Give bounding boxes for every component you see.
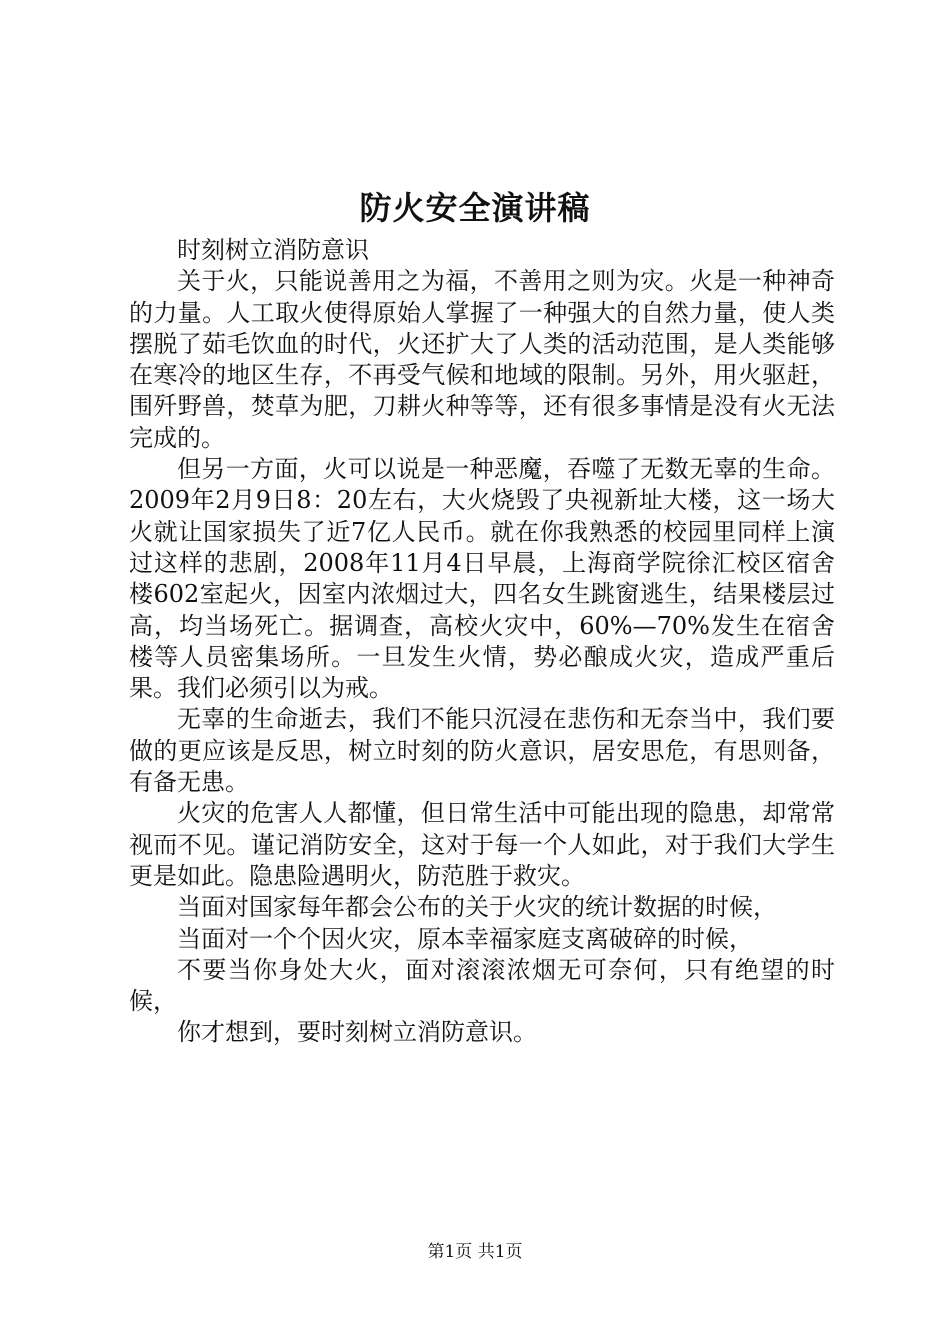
paragraph: 无辜的生命逝去，我们不能只沉浸在悲伤和无奈当中，我们要做的更应该是反思，树立时刻的防火意识，居安思危，有思则备，有备无患。 [129,705,835,797]
paragraph: 火灾的危害人人都懂，但日常生活中可能出现的隐患，却常常视而不见。谨记消防安全，这对于每一个人如此，对于我们大学生更是如此。隐患险遇明火，防范胜于救灾。 [129,799,835,890]
closing-paragraph: 你才想到，要时刻树立消防意识。 [177,1018,537,1047]
paragraph: 不要当你身处大火，面对滚滚浓烟无可奈何，只有绝望的时候， [129,955,835,1016]
paragraph: 当面对一个个因火灾，原本幸福家庭支离破碎的时候， [177,924,753,953]
paragraph: 但另一方面，火可以说是一种恶魔，吞噬了无数无辜的生命。2009年2月9日8：20左右，大火烧毁了央视新址大楼，这一场大火就让国家损失了近7亿人民币。就在你我熟悉的校园里同样上演过这样的悲剧，2008年11月4日早晨，上海商学院徐汇校区宿舍楼602室起火，因室内浓烟过大，四名女生跳窗逃生，结果楼层过高，均当场死亡。据调查，高校火灾中，60%—70%发生在宿舍楼等人员密集场所。一旦发生火情，势必酿成火灾，造成严重后果。我们必须引以为戒。 [129,455,835,703]
paragraph: 当面对国家每年都会公布的关于火灾的统计数据的时候， [177,893,777,922]
document-body [129,235,835,1049]
page-footer: 第1页 共1页 [427,1242,523,1262]
subtitle-paragraph: 时刻树立消防意识 [177,236,369,264]
document-title: 防火安全演讲稿 [359,189,591,227]
paragraph: 关于火，只能说善用之为福，不善用之则为灾。火是一种神奇的力量。人工取火使得原始人掌握了一种强大的自然力量，使人类摆脱了茹毛饮血的时代，火还扩大了人类的活动范围，是人类能够在寒冷的地区生存，不再受气候和地域的限制。另外，用火驱赶，围歼野兽，焚草为肥，刀耕火种等等，还有很多事情是没有火无法完成的。 [129,267,835,452]
